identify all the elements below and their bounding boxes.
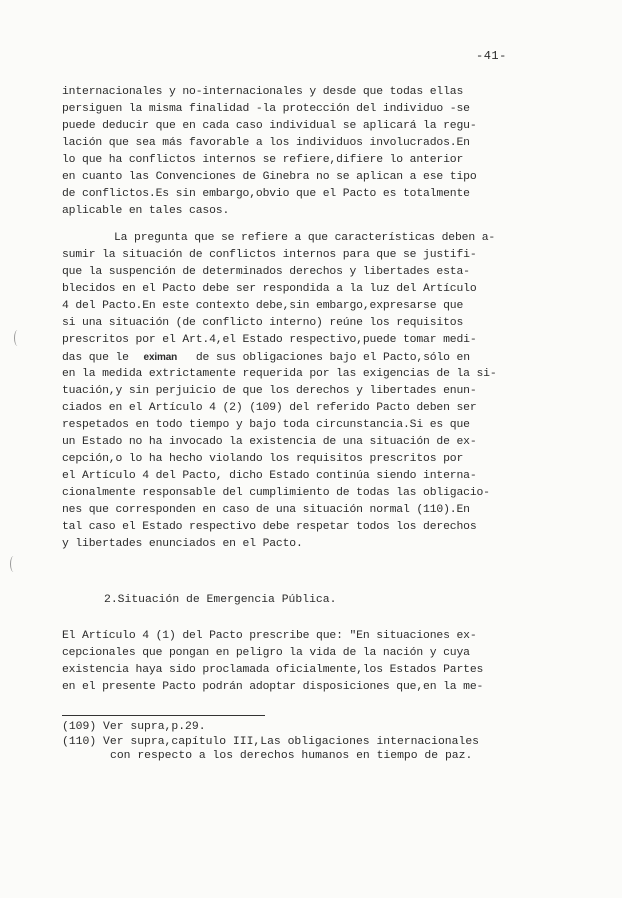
text-line: lo que ha conflictos internos se refiere,difiere lo anterior [62,154,464,166]
text-line: de conflictos.Es sin embargo,obvio que el Pacto es totalmente [62,188,470,200]
text-line: en la medida extrictamente requerida por las exigencias de la si- [62,368,497,380]
footnote-continuation: con respecto a los derechos humanos en tiempo de paz. [110,750,473,762]
paragraph-1 [62,84,538,220]
text-line: blecidos en el Pacto debe ser respondida a la luz del Artículo [62,283,477,295]
footnote-110 [62,735,538,749]
text-line: aplicable en tales casos. [62,205,230,217]
text-line: cepción,o lo ha hecho violando los requisitos prescritos por [62,453,464,465]
footnotes [62,720,538,763]
text-line: existencia haya sido proclamada oficialmente,los Estados Partes [62,664,484,676]
text-line: ciados en el Artículo 4 (2) (109) del referido Pacto deben ser [62,402,477,414]
text-line: que la suspención de determinados derechos y libertades esta- [62,266,470,278]
text-fragment: de sus obligaciones bajo el Pacto,sólo en [195,352,470,364]
text-line: el Artículo 4 del Pacto, dicho Estado continúa siendo interna- [62,470,477,482]
text-line: persiguen la misma finalidad -la protección del individuo -se [62,103,470,115]
text-line: en el presente Pacto podrán adoptar disposiciones que,en la me- [62,681,484,693]
footnote-divider [62,715,265,716]
text-line: nes que corresponden en caso de una situación normal (110).En [62,504,470,516]
paragraph-2 [62,230,538,553]
text-line: tal caso el Estado respectivo debe respetar todos los derechos [62,521,477,533]
text-line: lación que sea más favorable a los individuos involucrados.En [62,137,470,149]
footnote-text: Ver supra,capítulo III,Las obligaciones internacionales [103,736,479,748]
text-line: La pregunta que se refiere a que características deben a- [114,232,496,244]
text-fragment: das que le [62,352,129,364]
text-line: prescritos por el Art.4,el Estado respectivo,puede tomar medi- [62,334,477,346]
text-line: cepcionales que pongan en peligro la vida de la nación y cuya [62,647,470,659]
footnote-109 [62,720,538,734]
text-line: El Artículo 4 (1) del Pacto prescribe que: "En situaciones ex- [62,630,477,642]
footnote-mark: (109) [62,721,97,733]
footnote-text: Ver supra,p.29. [103,721,206,733]
text-line: puede deducir que en cada caso individual se aplicará la regu- [62,120,477,132]
text-line-with-insert [62,349,538,366]
text-line: un Estado no ha invocado la existencia de una situación de ex- [62,436,477,448]
text-line: sumir la situación de conflictos internos para que se justifi- [62,249,477,261]
section-heading: 2.Situación de Emergencia Pública. [104,594,337,606]
margin-mark [10,556,17,572]
text-line: en cuanto las Convenciones de Ginebra no se aplican a ese tipo [62,171,477,183]
text-line: internacionales y no-internacionales y desde que todas ellas [62,86,464,98]
margin-mark [14,330,21,346]
text-line: respetados en todo tiempo y bajo toda circunstancia.Si es que [62,419,470,431]
text-line: 4 del Pacto.En este contexto debe,sin embargo,expresarse que [62,300,464,312]
text-line: si una situación (de conflicto interno) reúne los requisitos [62,317,464,329]
inserted-word: eximan [143,352,178,363]
text-line: tuación,y sin perjuicio de que los derechos y libertades enun- [62,385,477,397]
paragraph-3 [62,628,538,696]
footnote-mark: (110) [62,736,97,748]
text-line: cionalmente responsable del cumplimiento de todas las obligacio- [62,487,490,499]
text-line: y libertades enunciados en el Pacto. [62,538,303,550]
page-number: -41- [476,49,507,63]
